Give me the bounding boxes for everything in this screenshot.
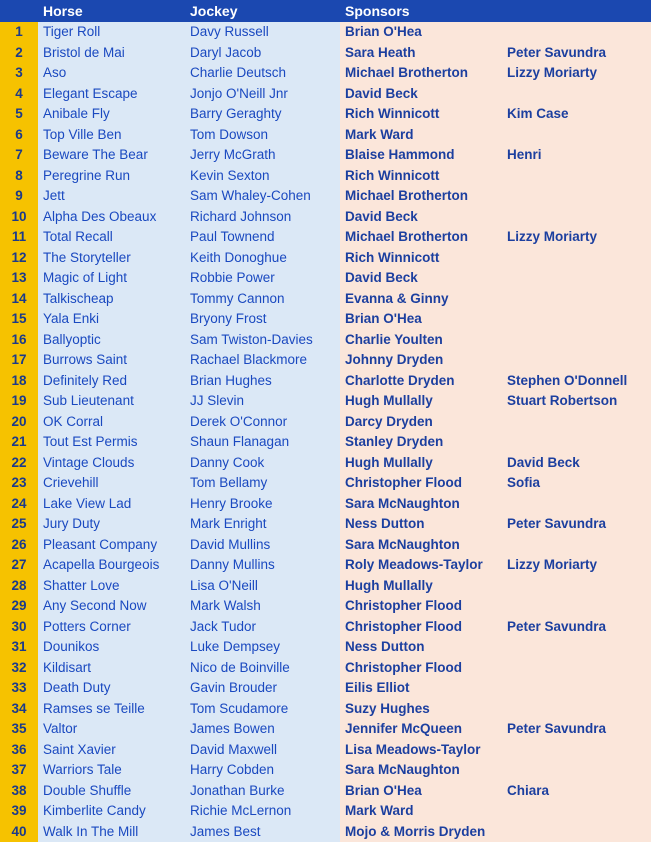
row-number: 26 xyxy=(0,535,38,556)
sponsor-primary: Brian O'Hea xyxy=(340,22,502,43)
horse-name: Potters Corner xyxy=(38,617,186,638)
table-row xyxy=(0,637,651,658)
jockey-name: Rachael Blackmore xyxy=(186,350,340,371)
sponsor-secondary xyxy=(502,678,651,699)
row-number: 32 xyxy=(0,658,38,679)
sponsor-secondary: Kim Case xyxy=(502,104,651,125)
sponsor-secondary xyxy=(502,84,651,105)
sponsor-primary: David Beck xyxy=(340,268,502,289)
table-row xyxy=(0,371,651,392)
horse-name: Ramses se Teille xyxy=(38,699,186,720)
jockey-name: Daryl Jacob xyxy=(186,43,340,64)
sponsor-secondary: Henri xyxy=(502,145,651,166)
sponsor-primary: Rich Winnicott xyxy=(340,166,502,187)
table-row xyxy=(0,104,651,125)
horse-name: Kimberlite Candy xyxy=(38,801,186,822)
horse-name: Pleasant Company xyxy=(38,535,186,556)
sponsor-primary: Hugh Mullally xyxy=(340,576,502,597)
table-row xyxy=(0,453,651,474)
horse-name: Sub Lieutenant xyxy=(38,391,186,412)
table-row xyxy=(0,186,651,207)
sponsor-primary: Blaise Hammond xyxy=(340,145,502,166)
sponsor-secondary xyxy=(502,248,651,269)
jockey-name: Kevin Sexton xyxy=(186,166,340,187)
row-number: 18 xyxy=(0,371,38,392)
table-row xyxy=(0,494,651,515)
row-number: 3 xyxy=(0,63,38,84)
jockey-name: Richard Johnson xyxy=(186,207,340,228)
sponsor-secondary: Stuart Robertson xyxy=(502,391,651,412)
table-row xyxy=(0,678,651,699)
horse-name: Jury Duty xyxy=(38,514,186,535)
jockey-name: James Bowen xyxy=(186,719,340,740)
sponsor-secondary: Peter Savundra xyxy=(502,617,651,638)
horse-name: Dounikos xyxy=(38,637,186,658)
table-row xyxy=(0,145,651,166)
jockey-name: JJ Slevin xyxy=(186,391,340,412)
jockey-name: Charlie Deutsch xyxy=(186,63,340,84)
sponsor-primary: Michael Brotherton xyxy=(340,63,502,84)
sponsor-secondary: Sofia xyxy=(502,473,651,494)
row-number: 11 xyxy=(0,227,38,248)
jockey-name: James Best xyxy=(186,822,340,843)
horse-name: Total Recall xyxy=(38,227,186,248)
table-row xyxy=(0,658,651,679)
sponsor-secondary xyxy=(502,658,651,679)
row-number: 34 xyxy=(0,699,38,720)
horse-name: Aso xyxy=(38,63,186,84)
horse-name: Vintage Clouds xyxy=(38,453,186,474)
sponsor-secondary xyxy=(502,699,651,720)
sponsor-secondary xyxy=(502,350,651,371)
horse-name: Shatter Love xyxy=(38,576,186,597)
table-row xyxy=(0,555,651,576)
row-number: 16 xyxy=(0,330,38,351)
table-row xyxy=(0,412,651,433)
sponsor-primary: Rich Winnicott xyxy=(340,104,502,125)
sponsor-secondary xyxy=(502,576,651,597)
sponsor-primary: Ness Dutton xyxy=(340,637,502,658)
row-number: 33 xyxy=(0,678,38,699)
jockey-name: Gavin Brouder xyxy=(186,678,340,699)
row-number: 9 xyxy=(0,186,38,207)
sponsor-primary: Christopher Flood xyxy=(340,617,502,638)
sponsor-secondary xyxy=(502,268,651,289)
table-row xyxy=(0,801,651,822)
jockey-name: Lisa O'Neill xyxy=(186,576,340,597)
sponsor-secondary: Stephen O'Donnell xyxy=(502,371,651,392)
horse-name: Death Duty xyxy=(38,678,186,699)
table-row xyxy=(0,63,651,84)
sponsor-secondary xyxy=(502,637,651,658)
sponsor-primary: Brian O'Hea xyxy=(340,781,502,802)
sponsor-primary: David Beck xyxy=(340,84,502,105)
jockey-name: Shaun Flanagan xyxy=(186,432,340,453)
row-number: 25 xyxy=(0,514,38,535)
table-row xyxy=(0,432,651,453)
horse-name: Bristol de Mai xyxy=(38,43,186,64)
header-row xyxy=(0,0,651,22)
sponsor-primary: Sara McNaughton xyxy=(340,494,502,515)
sponsor-primary: Roly Meadows-Taylor xyxy=(340,555,502,576)
header-number-cell xyxy=(0,0,38,22)
table-row xyxy=(0,268,651,289)
sponsor-primary: Lisa Meadows-Taylor xyxy=(340,740,502,761)
jockey-name: Tom Dowson xyxy=(186,125,340,146)
jockey-name: Mark Enright xyxy=(186,514,340,535)
table-row xyxy=(0,760,651,781)
table-row xyxy=(0,822,651,843)
table-row xyxy=(0,350,651,371)
horse-name: Ballyoptic xyxy=(38,330,186,351)
sponsor-primary: Christopher Flood xyxy=(340,596,502,617)
jockey-name: Tom Bellamy xyxy=(186,473,340,494)
table-row xyxy=(0,227,651,248)
row-number: 19 xyxy=(0,391,38,412)
sponsor-secondary: Peter Savundra xyxy=(502,514,651,535)
sponsor-secondary xyxy=(502,125,651,146)
sponsor-secondary xyxy=(502,494,651,515)
row-number: 31 xyxy=(0,637,38,658)
sponsor-secondary xyxy=(502,186,651,207)
sponsor-secondary xyxy=(502,22,651,43)
table-row xyxy=(0,391,651,412)
sponsor-secondary: Peter Savundra xyxy=(502,719,651,740)
horse-name: Crievehill xyxy=(38,473,186,494)
row-number: 23 xyxy=(0,473,38,494)
table-row xyxy=(0,22,651,43)
sponsor-primary: Suzy Hughes xyxy=(340,699,502,720)
horse-name: Top Ville Ben xyxy=(38,125,186,146)
row-number: 10 xyxy=(0,207,38,228)
table-body xyxy=(0,22,651,842)
row-number: 40 xyxy=(0,822,38,843)
row-number: 37 xyxy=(0,760,38,781)
row-number: 14 xyxy=(0,289,38,310)
sponsor-primary: Hugh Mullally xyxy=(340,391,502,412)
sponsor-primary: Michael Brotherton xyxy=(340,227,502,248)
row-number: 15 xyxy=(0,309,38,330)
sponsor-primary: Darcy Dryden xyxy=(340,412,502,433)
header-jockey: Jockey xyxy=(190,3,238,19)
horse-name: Tout Est Permis xyxy=(38,432,186,453)
row-number: 12 xyxy=(0,248,38,269)
horse-name: Any Second Now xyxy=(38,596,186,617)
table-row xyxy=(0,617,651,638)
jockey-name: Paul Townend xyxy=(186,227,340,248)
horse-name: Saint Xavier xyxy=(38,740,186,761)
sponsor-secondary xyxy=(502,760,651,781)
sponsor-primary: Christopher Flood xyxy=(340,473,502,494)
jockey-name: Tommy Cannon xyxy=(186,289,340,310)
horse-name: OK Corral xyxy=(38,412,186,433)
row-number: 22 xyxy=(0,453,38,474)
sponsor-primary: Evanna & Ginny xyxy=(340,289,502,310)
table-row xyxy=(0,699,651,720)
row-number: 35 xyxy=(0,719,38,740)
sponsor-primary: Sara Heath xyxy=(340,43,502,64)
sponsor-primary: Eilis Elliot xyxy=(340,678,502,699)
row-number: 36 xyxy=(0,740,38,761)
sponsor-secondary xyxy=(502,166,651,187)
jockey-name: David Maxwell xyxy=(186,740,340,761)
sponsor-secondary: David Beck xyxy=(502,453,651,474)
table-row xyxy=(0,719,651,740)
sponsor-secondary xyxy=(502,596,651,617)
row-number: 8 xyxy=(0,166,38,187)
jockey-name: Jonjo O'Neill Jnr xyxy=(186,84,340,105)
jockey-name: Jerry McGrath xyxy=(186,145,340,166)
horse-name: Warriors Tale xyxy=(38,760,186,781)
horse-name: Peregrine Run xyxy=(38,166,186,187)
horse-name: Beware The Bear xyxy=(38,145,186,166)
sponsor-primary: Michael Brotherton xyxy=(340,186,502,207)
sponsor-primary: Johnny Dryden xyxy=(340,350,502,371)
jockey-name: Sam Twiston-Davies xyxy=(186,330,340,351)
sponsor-primary: Mojo & Morris Dryden xyxy=(340,822,502,843)
horse-name: Acapella Bourgeois xyxy=(38,555,186,576)
sponsor-secondary: Lizzy Moriarty xyxy=(502,555,651,576)
sponsor-secondary xyxy=(502,801,651,822)
horse-name: Burrows Saint xyxy=(38,350,186,371)
sponsor-primary: Sara McNaughton xyxy=(340,760,502,781)
jockey-name: Barry Geraghty xyxy=(186,104,340,125)
table-row xyxy=(0,207,651,228)
table-row xyxy=(0,473,651,494)
jockey-name: Robbie Power xyxy=(186,268,340,289)
sponsor-primary: David Beck xyxy=(340,207,502,228)
horse-name: Kildisart xyxy=(38,658,186,679)
row-number: 13 xyxy=(0,268,38,289)
sponsor-secondary: Peter Savundra xyxy=(502,43,651,64)
sponsor-primary: Christopher Flood xyxy=(340,658,502,679)
sponsor-secondary xyxy=(502,330,651,351)
sponsor-secondary xyxy=(502,207,651,228)
horse-name: Lake View Lad xyxy=(38,494,186,515)
row-number: 38 xyxy=(0,781,38,802)
row-number: 7 xyxy=(0,145,38,166)
row-number: 39 xyxy=(0,801,38,822)
jockey-name: Harry Cobden xyxy=(186,760,340,781)
table-row xyxy=(0,781,651,802)
jockey-name: Nico de Boinville xyxy=(186,658,340,679)
table-row xyxy=(0,248,651,269)
table-row xyxy=(0,166,651,187)
jockey-name: Luke Dempsey xyxy=(186,637,340,658)
horse-name: Walk In The Mill xyxy=(38,822,186,843)
row-number: 17 xyxy=(0,350,38,371)
row-number: 2 xyxy=(0,43,38,64)
sponsor-primary: Sara McNaughton xyxy=(340,535,502,556)
sponsor-secondary xyxy=(502,432,651,453)
sponsor-primary: Ness Dutton xyxy=(340,514,502,535)
horse-name: Jett xyxy=(38,186,186,207)
sponsor-primary: Mark Ward xyxy=(340,125,502,146)
horse-name: Alpha Des Obeaux xyxy=(38,207,186,228)
row-number: 30 xyxy=(0,617,38,638)
row-number: 28 xyxy=(0,576,38,597)
sponsor-primary: Rich Winnicott xyxy=(340,248,502,269)
row-number: 1 xyxy=(0,22,38,43)
sponsor-primary: Jennifer McQueen xyxy=(340,719,502,740)
table-row xyxy=(0,576,651,597)
sponsor-primary: Brian O'Hea xyxy=(340,309,502,330)
horse-name: Anibale Fly xyxy=(38,104,186,125)
jockey-name: Danny Mullins xyxy=(186,555,340,576)
horse-name: Definitely Red xyxy=(38,371,186,392)
sponsor-secondary xyxy=(502,822,651,843)
sponsor-secondary xyxy=(502,412,651,433)
sponsor-secondary xyxy=(502,740,651,761)
jockey-name: Brian Hughes xyxy=(186,371,340,392)
table-row xyxy=(0,535,651,556)
jockey-name: Tom Scudamore xyxy=(186,699,340,720)
row-number: 27 xyxy=(0,555,38,576)
sponsor-secondary: Lizzy Moriarty xyxy=(502,227,651,248)
jockey-name: Mark Walsh xyxy=(186,596,340,617)
jockey-name: Danny Cook xyxy=(186,453,340,474)
horse-name: Valtor xyxy=(38,719,186,740)
table-row xyxy=(0,43,651,64)
sponsor-secondary xyxy=(502,535,651,556)
sponsor-primary: Charlotte Dryden xyxy=(340,371,502,392)
table-row xyxy=(0,84,651,105)
sponsor-primary: Hugh Mullally xyxy=(340,453,502,474)
row-number: 6 xyxy=(0,125,38,146)
table-row xyxy=(0,514,651,535)
row-number: 21 xyxy=(0,432,38,453)
horse-name: Magic of Light xyxy=(38,268,186,289)
sponsor-secondary: Lizzy Moriarty xyxy=(502,63,651,84)
sponsor-secondary xyxy=(502,289,651,310)
table-row xyxy=(0,740,651,761)
jockey-name: Bryony Frost xyxy=(186,309,340,330)
table-row xyxy=(0,289,651,310)
row-number: 5 xyxy=(0,104,38,125)
jockey-name: David Mullins xyxy=(186,535,340,556)
sponsor-secondary xyxy=(502,309,651,330)
jockey-name: Jack Tudor xyxy=(186,617,340,638)
table-row xyxy=(0,596,651,617)
sponsor-primary: Charlie Youlten xyxy=(340,330,502,351)
jockey-name: Jonathan Burke xyxy=(186,781,340,802)
sponsor-primary: Stanley Dryden xyxy=(340,432,502,453)
header-sponsors: Sponsors xyxy=(345,3,410,19)
horse-name: Yala Enki xyxy=(38,309,186,330)
header-horse: Horse xyxy=(43,3,83,19)
jockey-name: Keith Donoghue xyxy=(186,248,340,269)
table-row xyxy=(0,330,651,351)
horse-name: Tiger Roll xyxy=(38,22,186,43)
jockey-name: Davy Russell xyxy=(186,22,340,43)
sponsor-primary: Mark Ward xyxy=(340,801,502,822)
horse-name: The Storyteller xyxy=(38,248,186,269)
jockey-name: Henry Brooke xyxy=(186,494,340,515)
table-row xyxy=(0,125,651,146)
row-number: 24 xyxy=(0,494,38,515)
horse-name: Talkischeap xyxy=(38,289,186,310)
row-number: 29 xyxy=(0,596,38,617)
jockey-name: Derek O'Connor xyxy=(186,412,340,433)
jockey-name: Sam Whaley-Cohen xyxy=(186,186,340,207)
sponsor-secondary: Chiara xyxy=(502,781,651,802)
row-number: 20 xyxy=(0,412,38,433)
horse-name: Double Shuffle xyxy=(38,781,186,802)
table-row xyxy=(0,309,651,330)
row-number: 4 xyxy=(0,84,38,105)
jockey-name: Richie McLernon xyxy=(186,801,340,822)
horse-name: Elegant Escape xyxy=(38,84,186,105)
